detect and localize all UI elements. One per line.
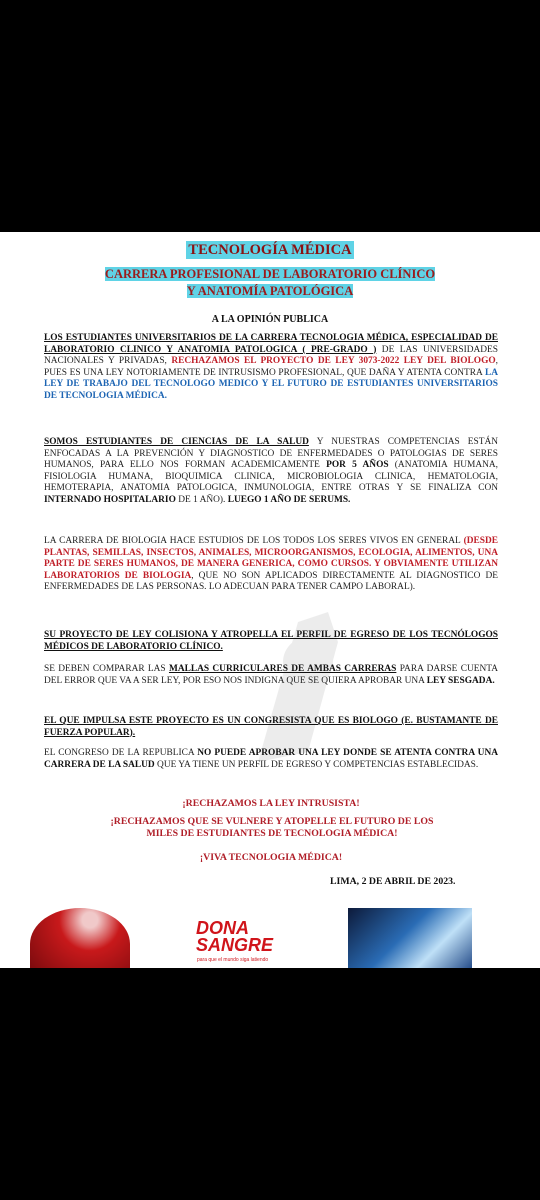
document-title: TECNOLOGÍA MÉDICA — [188, 242, 352, 258]
paragraph-5: SE DEBEN COMPARAR LAS MALLAS CURRICULARES DE AMBAS CARRERAS PARA DARSE CUENTA DEL ERROR QUE VA A SER LEY, POR ESO NOS INDIGNA QUE SE QUIERA APROBAR UNA LEY SESGADA. — [44, 664, 498, 686]
lab-pipettes-image — [348, 908, 472, 968]
paragraph-3: LA CARRERA DE BIOLOGIA HACE ESTUDIOS DE LOS TODOS LOS SERES VIVOS EN GENERAL (DESDE PLANTAS, SEMILLAS, INSECTOS, ANIMALES, MICROORGANISMOS, ECOLOGIA, ALIMENTOS, UNA PARTE DE SERES HUMANOS, DE MANERA GENERICA, COMO CURSOS. Y OBVIAMENTE UTILIZAN LABORATORIOS DE BIOLOGIA, QUE NO SON APLICADOS DIRECTAMENTE AL DIAGNOSTICO DE ENFERMEDADES DE LAS PERSONAS. LO ADECUAN PARA TENER CAMPO LABORAL). — [44, 536, 498, 593]
document-subtitle: CARRERA PROFESIONAL DE LABORATORIO CLÍNICO Y ANATOMÍA PATOLÓGICA — [104, 267, 436, 298]
dona-sangre-tagline: para que el mundo siga latiendo — [197, 957, 269, 963]
dona-sangre-logo: DONA SANGRE — [196, 918, 274, 955]
blood-cells-image — [30, 908, 130, 968]
paragraph-4: SU PROYECTO DE LEY COLISIONA Y ATROPELLA EL PERFIL DE EGRESO DE LOS TECNÓLOGOS MÉDICOS DE LABORATORIO CLÍNICO. — [44, 630, 498, 652]
paragraph-2: SOMOS ESTUDIANTES DE CIENCIAS DE LA SALUD Y NUESTRAS COMPETENCIAS ESTÁN ENFOCADAS A LA PREVENCIÓN Y DIAGNOSTICO DE ENFERMEDADES O PATOLOGIAS DE SERES HUMANOS, PARA ELLO NOS FORMAN ACADEMICAMENTE POR 5 AÑOS (ANATOMIA HUMANA, FISIOLOGIA HUMANA, BIOQUIMICA CLINICA, MICROBIOLOGIA CLINICA, HEMATOLOGIA, HEMOTERAPIA, ANATOMIA PATOLOGICA, INMUNOLOGIA, ENTRE OTRAS Y SE FINALIZA CON INTERNADO HOSPITALARIO DE 1 AÑO). LUEGO 1 AÑO DE SERUMS. — [44, 437, 498, 505]
slogan-1: ¡RECHAZAMOS LA LEY INTRUSISTA! — [182, 798, 360, 809]
paragraph-6: EL QUE IMPULSA ESTE PROYECTO ES UN CONGRESISTA QUE ES BIOLOGO (E. BUSTAMANTE DE FUERZA POPULAR). — [44, 716, 498, 738]
addressee-heading: A LA OPINIÓN PUBLICA — [211, 314, 329, 325]
slogan-2: ¡RECHAZAMOS QUE SE VULNERE Y ATOPELLE EL FUTURO DE LOS MILES DE ESTUDIANTES DE TECNOLOGIA MÉDICA! — [110, 816, 434, 839]
document-page — [0, 232, 540, 968]
paragraph-7: EL CONGRESO DE LA REPUBLICA NO PUEDE APROBAR UNA LEY DONDE SE ATENTA CONTRA UNA CARRERA DE LA SALUD QUE YA TIENE UN PERFIL DE EGRESO Y COMPETENCIAS ESTABLECIDAS. — [44, 748, 498, 770]
document-date: LIMA, 2 DE ABRIL DE 2023. — [330, 876, 456, 887]
paragraph-1: LOS ESTUDIANTES UNIVERSITARIOS DE LA CARRERA TECNOLOGIA MÉDICA, ESPECIALIDAD DE LABORATORIO CLINICO Y ANATOMIA PATOLOGICA ( PRE-GRADO ) DE LAS UNIVERSIDADES NACIONALES Y PRIVADAS, RECHAZAMOS EL PROYECTO DE LEY 3073-2022 LEY DEL BIOLOGO, PUES ES UNA LEY NOTORIAMENTE DE INTRUSISMO PROFESIONAL, QUE DAÑA Y ATENTA CONTRA LA LEY DE TRABAJO DEL TECNOLOGO MEDICO Y EL FUTURO DE ESTUDIANTES UNIVERSITARIOS DE TECNOLOGIA MÉDICA. — [44, 333, 498, 401]
slogan-3: ¡VIVA TECNOLOGIA MÉDICA! — [199, 852, 343, 863]
